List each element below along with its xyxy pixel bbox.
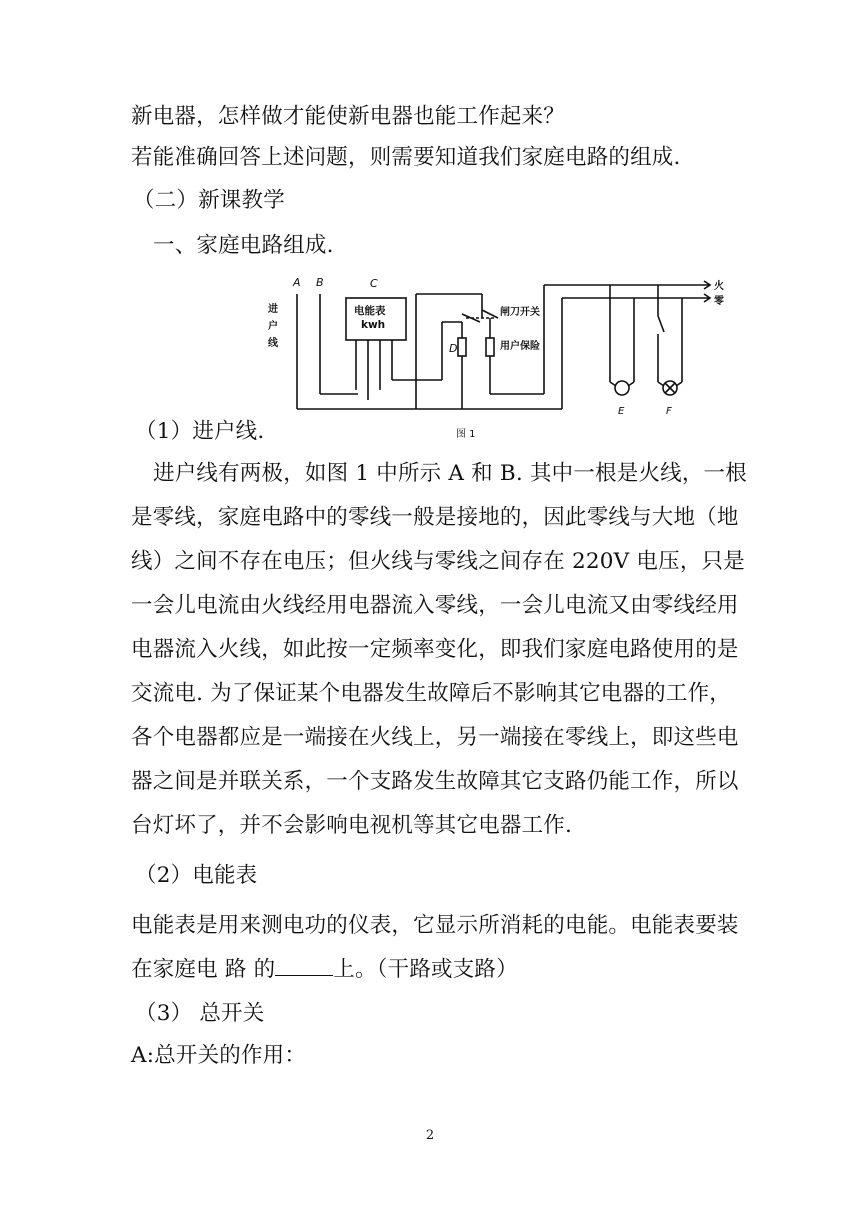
- paragraph-line-9: 台灯坏了，并不会影响电视机等其它电器工作.: [131, 813, 573, 838]
- svg-text:B: B: [316, 276, 324, 289]
- paragraph-line-2: 是零线，家庭电路中的零线一般是接地的，因此零线与大地（地: [131, 505, 739, 530]
- svg-text:闸刀开关: 闸刀开关: [500, 307, 540, 318]
- subheading-meter: （2）电能表: [135, 863, 258, 888]
- paragraph-line-8: 器之间是并联关系，一个支路发生故障其它支路仍能工作，所以: [131, 769, 739, 794]
- household-circuit-diagram: [262, 274, 732, 444]
- fill-before-text: 在家庭电 路 的: [131, 957, 276, 982]
- svg-text:F: F: [666, 406, 672, 417]
- svg-text:进: 进: [268, 304, 278, 315]
- meter-fill-line: [131, 955, 518, 985]
- text-line-2: 若能准确回答上述问题，则需要知道我们家庭电路的组成.: [131, 145, 681, 170]
- svg-text:C: C: [370, 277, 378, 290]
- page-number: 2: [425, 1128, 435, 1143]
- svg-text:户: 户: [268, 321, 278, 332]
- meter-line-1: 电能表是用来测电功的仪表，它显示所消耗的电能。电能表要装: [131, 913, 739, 938]
- svg-text:零: 零: [714, 296, 724, 307]
- svg-text:用户保险: 用户保险: [500, 341, 540, 352]
- svg-text:A: A: [293, 276, 301, 289]
- text-line-1: 新电器，怎样做才能使新电器也能工作起来？: [131, 104, 566, 129]
- paragraph-line-3: 线）之间不存在电压；但火线与零线之间存在 220V 电压，只是: [131, 549, 745, 574]
- paragraph-line-6: 交流电. 为了保证某个电器发生故障后不影响其它电器的工作，: [131, 681, 731, 706]
- svg-text:kwh: kwh: [361, 319, 386, 331]
- svg-text:线: 线: [268, 338, 278, 349]
- svg-text:E: E: [618, 406, 625, 417]
- svg-text:火: 火: [714, 281, 724, 292]
- svg-text:电能表: 电能表: [354, 305, 386, 317]
- paragraph-line-5: 电器流入火线，如此按一定频率变化，即我们家庭电路使用的是: [131, 637, 739, 662]
- paragraph-line-7: 各个电器都应是一端接在火线上，另一端接在零线上，即这些电: [131, 725, 739, 750]
- subsection-heading: 一、家庭电路组成.: [153, 233, 334, 258]
- section-heading: （二）新课教学: [133, 188, 285, 213]
- subheading-entry-line: （1）进户线.: [135, 419, 265, 444]
- paragraph-line-1: 进户线有两极，如图 1 中所示 A 和 B. 其中一根是火线，一根: [153, 461, 747, 486]
- svg-text:图 1: 图 1: [456, 429, 476, 440]
- svg-text:D: D: [449, 342, 458, 355]
- fill-after-text: 上。（干路或支路）: [333, 957, 518, 982]
- fill-blank[interactable]: [275, 957, 333, 976]
- subheading-main-switch: （3） 总开关: [135, 1001, 265, 1026]
- main-switch-role-line: A:总开关的作用：: [131, 1043, 307, 1068]
- paragraph-line-4: 一会儿电流由火线经用电器流入零线，一会儿电流又由零线经用: [131, 593, 739, 618]
